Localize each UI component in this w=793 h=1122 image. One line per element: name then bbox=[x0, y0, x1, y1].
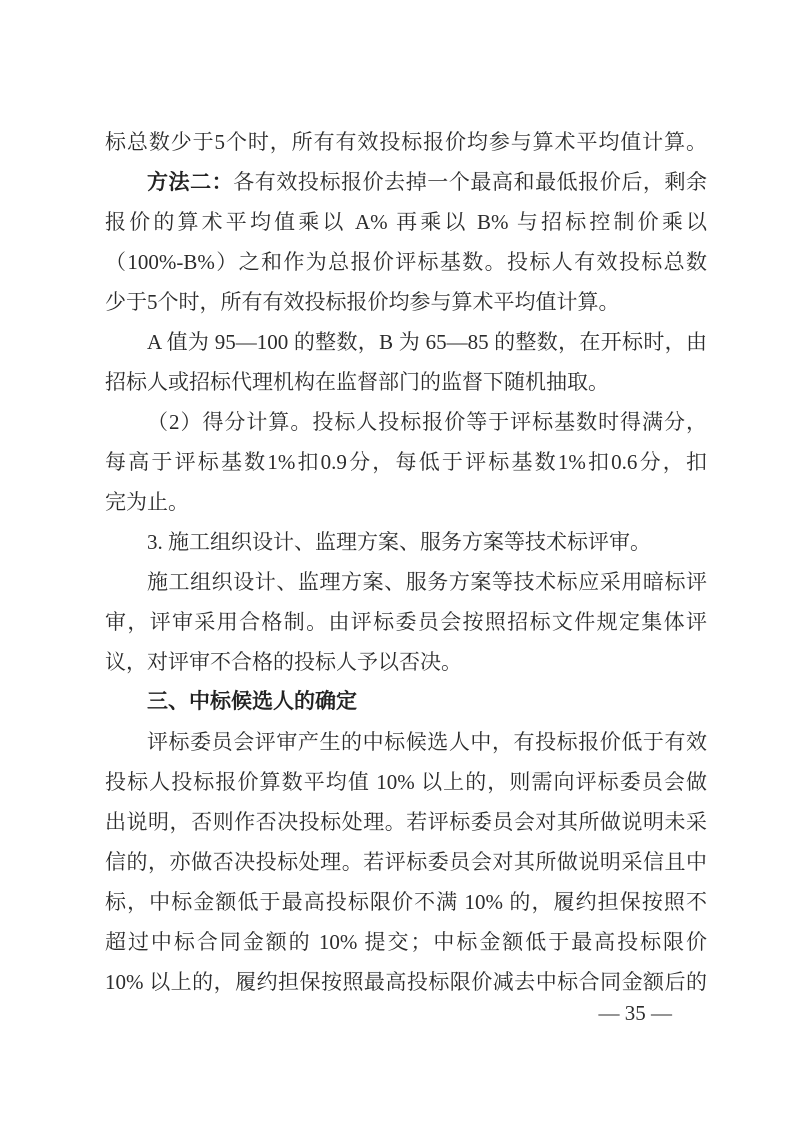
method-2-label: 方法二： bbox=[147, 171, 234, 194]
text-line: 每高于评标基数1%扣0.9分，每低于评标基数1%扣0.6分，扣 bbox=[105, 450, 708, 474]
text-run: 各有效投标报价去掉一个最高和最低报价后，剩余 bbox=[233, 170, 708, 194]
text-line: 施工组织设计、监理方案、服务方案等技术标应采用暗标评 bbox=[147, 570, 707, 594]
text-line: A 值为 95—100 的整数，B 为 65—85 的整数，在开标时，由 bbox=[147, 330, 707, 354]
document-text-block bbox=[105, 122, 707, 1002]
text-line: 超过中标合同金额的 10% 提交；中标金额低于最高投标限价 bbox=[105, 930, 707, 954]
text-line: （2）得分计算。投标人投标报价等于评标基数时得满分， bbox=[147, 410, 707, 434]
text-line: 议，对评审不合格的投标人予以否决。 bbox=[105, 650, 462, 674]
page-number: — 35 — bbox=[598, 1001, 672, 1025]
text-line: 标，中标金额低于最高投标限价不满 10% 的，履约担保按照不 bbox=[105, 890, 707, 914]
text-line: 少于5个时，所有有效投标报价均参与算术平均值计算。 bbox=[105, 290, 620, 314]
section-heading-winning-candidates: 三、中标候选人的确定 bbox=[147, 690, 357, 713]
text-line: （100%-B%）之和作为总报价评标基数。投标人有效投标总数 bbox=[105, 250, 707, 274]
text-line: 出说明，否则作否决投标处理。若评标委员会对其所做说明未采 bbox=[105, 810, 707, 834]
text-line: 10% 以上的，履约担保按照最高投标限价减去中标合同金额后的 bbox=[105, 970, 707, 994]
text-line: 完为止。 bbox=[105, 490, 189, 514]
text-line: 报价的算术平均值乘以 A% 再乘以 B% 与招标控制价乘以 bbox=[105, 210, 707, 234]
text-line: 审，评审采用合格制。由评标委员会按照招标文件规定集体评 bbox=[105, 610, 707, 634]
text-line: 评标委员会评审产生的中标候选人中，有投标报价低于有效 bbox=[147, 730, 707, 754]
text-line: 标总数少于5个时，所有有效投标报价均参与算术平均值计算。 bbox=[105, 130, 707, 154]
text-line: 信的，亦做否决投标处理。若评标委员会对其所做说明采信且中 bbox=[105, 850, 707, 874]
text-line: 招标人或招标代理机构在监督部门的监督下随机抽取。 bbox=[105, 370, 609, 394]
list-item-3-technical-review: 3. 施工组织设计、监理方案、服务方案等技术标评审。 bbox=[147, 530, 651, 554]
text-line bbox=[105, 162, 707, 202]
text-line: 投标人投标报价算数平均值 10% 以上的，则需向评标委员会做 bbox=[105, 770, 707, 794]
